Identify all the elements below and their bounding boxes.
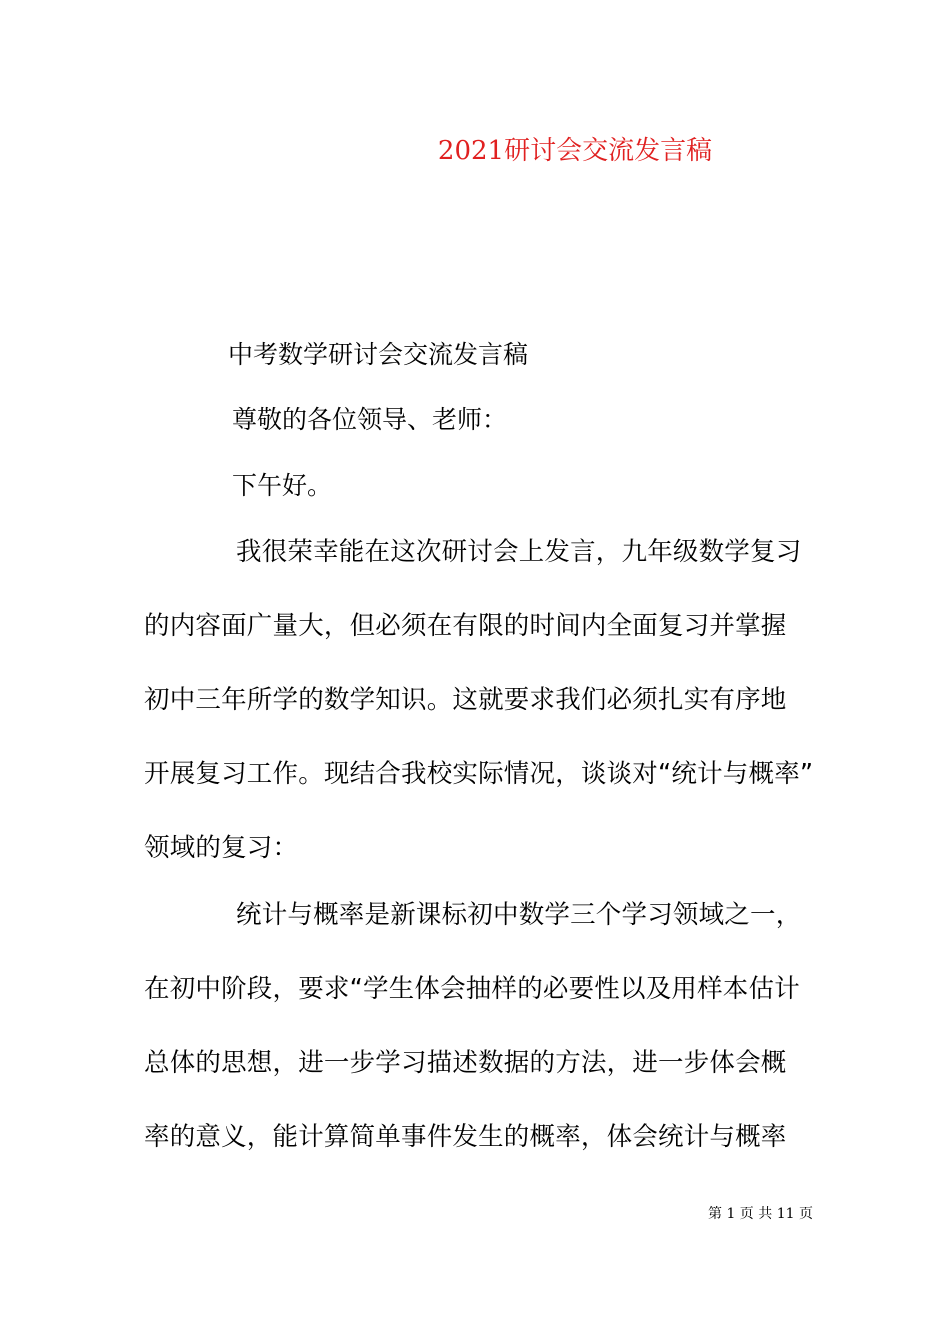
document-title: 2021研讨会交流发言稿 (437, 136, 713, 166)
paragraph-line: 初中三年所学的数学知识。这就要求我们必须扎实有序地 (144, 685, 787, 715)
paragraph-line: 的内容面广量大，但必须在有限的时间内全面复习并掌握 (144, 611, 787, 641)
paragraph-line: 总体的思想，进一步学习描述数据的方法，进一步体会概 (144, 1048, 787, 1078)
paragraph-line: 我很荣幸能在这次研讨会上发言，九年级数学复习 (236, 537, 802, 567)
paragraph-line: 在初中阶段，要求“学生体会抽样的必要性以及用样本估计 (144, 974, 800, 1004)
paragraph-line: 统计与概率是新课标初中数学三个学习领域之一， (236, 900, 802, 930)
greeting: 下午好。 (232, 471, 333, 500)
paragraph-line: 开展复习工作。现结合我校实际情况，谈谈对“统计与概率” (144, 759, 814, 789)
paragraph-line: 领域的复习： (144, 833, 299, 863)
page-number: 第 1 页 共 11 页 (708, 1206, 813, 1222)
subtitle: 中考数学研讨会交流发言稿 (228, 340, 529, 369)
salutation: 尊敬的各位领导、老师： (232, 405, 508, 434)
paragraph-line: 率的意义，能计算简单事件发生的概率，体会统计与概率 (144, 1122, 787, 1152)
